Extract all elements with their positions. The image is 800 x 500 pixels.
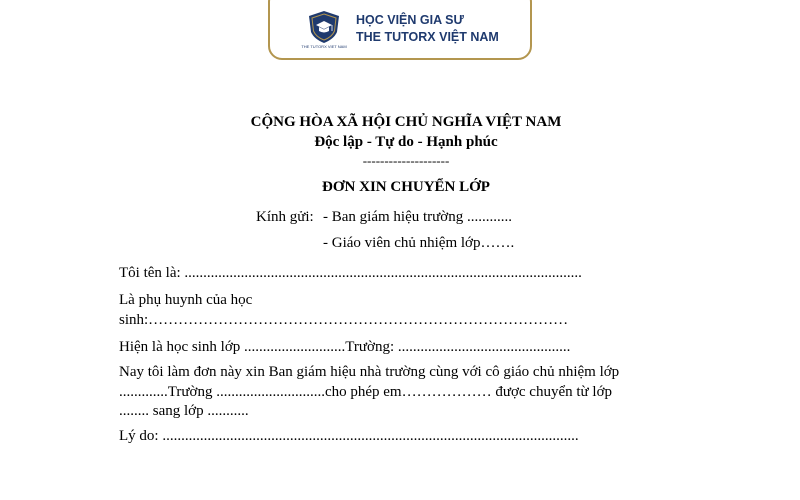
document-title: ĐƠN XIN CHUYỂN LỚP — [322, 179, 490, 195]
shield-logo-icon — [301, 10, 347, 54]
request-line-2: .............Trường .............................cho phép em……………… được chuyển từ lớp — [119, 384, 613, 400]
recipient-line-2: - Giáo viên chủ nhiệm lớp……. — [323, 235, 515, 251]
logo-line-2: THE TUTORX VIỆT NAM — [356, 30, 499, 44]
header-divider: -------------------- — [362, 153, 450, 168]
recipient-line-1: - Ban giám hiệu trường ............ — [323, 209, 512, 225]
logo-banner — [268, 0, 532, 60]
kinh-gui-label: Kính gửi: — [256, 209, 314, 225]
request-line-3: ........ sang lớp ........... — [119, 403, 249, 419]
logo-tiny-text: THE TUTORX VIET NAM — [301, 44, 347, 49]
parent-line-1: Là phụ huynh của học — [119, 292, 253, 308]
logo-name — [356, 12, 499, 46]
name-line: Tôi tên là: .......................................................................................................... — [119, 265, 582, 281]
request-line-1: Nay tôi làm đơn này xin Ban giám hiệu nhà trường cùng với cô giáo chủ nhiệm lớp — [119, 364, 620, 380]
logo-line-1: HỌC VIỆN GIA SƯ — [356, 13, 464, 27]
motto: Độc lập - Tự do - Hạnh phúc — [314, 134, 498, 150]
parent-line-2: sinh:………………………………………………………………………… — [119, 312, 569, 328]
current-class-line: Hiện là học sinh lớp ...........................Trường: .............................................. — [119, 339, 571, 355]
reason-line: Lý do: ............................................................................................................... — [119, 428, 579, 444]
nation-heading: CỘNG HÒA XÃ HỘI CHỦ NGHĨA VIỆT NAM — [250, 114, 562, 130]
